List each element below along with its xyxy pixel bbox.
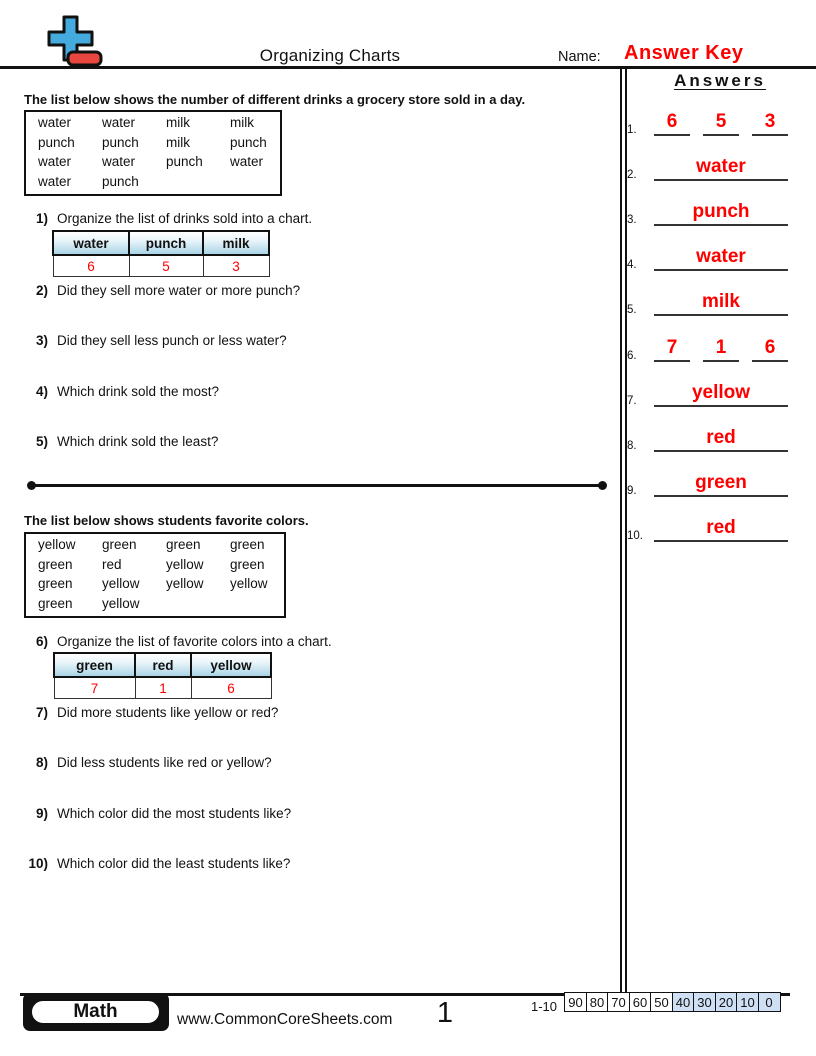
answer-blank [654, 518, 788, 542]
answer-row-3 [627, 192, 788, 226]
chart-value-row [54, 677, 271, 699]
answer-number: 3. [627, 214, 637, 226]
chart-value-cell: 1 [135, 677, 191, 699]
list-row [38, 113, 276, 133]
list-item: milk [166, 115, 190, 130]
score-cell: 80 [586, 992, 609, 1012]
answers-heading: Answers [674, 71, 766, 90]
list-item: green [38, 576, 73, 591]
list-row [38, 555, 280, 575]
section-divider [31, 484, 603, 487]
answer-blank [654, 202, 788, 226]
name-label: Name: [558, 49, 601, 65]
answer-number: 8. [627, 440, 637, 452]
question-number: 5) [35, 434, 48, 449]
question-text: Did more students like yellow or red? [57, 705, 279, 720]
score-cell: 20 [715, 992, 738, 1012]
website-url: www.CommonCoreSheets.com [177, 1011, 393, 1028]
question-number: 10) [28, 856, 48, 871]
drinks-list-box [24, 110, 282, 196]
chart-value-cell: 3 [203, 255, 269, 277]
list-item: green [166, 537, 201, 552]
chart-header-cell: punch [129, 231, 203, 255]
chart-value-row [53, 255, 269, 277]
list-row [38, 152, 276, 172]
answer-row-4 [627, 237, 788, 271]
answer-number: 7. [627, 395, 637, 407]
score-cell: 60 [629, 992, 652, 1012]
list-item: water [38, 154, 72, 169]
question-9 [24, 806, 291, 821]
question-number: 2) [35, 283, 48, 298]
answer-value: punch [692, 201, 750, 222]
answer-value: water [696, 156, 746, 177]
question-text: Did less students like red or yellow? [57, 755, 272, 770]
question-text: Organize the list of drinks sold into a chart. [57, 211, 313, 226]
answer-number: 9. [627, 485, 637, 497]
list-item: yellow [38, 537, 76, 552]
column-separator [620, 69, 627, 993]
answer-number: 2. [627, 169, 637, 181]
question-3 [24, 333, 287, 348]
list-item: water [230, 154, 264, 169]
answer-row-10 [627, 508, 788, 542]
answer-row-6 [627, 328, 788, 362]
question-number: 1) [35, 211, 48, 226]
question-number: 6) [35, 634, 48, 649]
list-item: green [38, 595, 73, 611]
list-item: punch [102, 134, 139, 150]
page-title: Organizing Charts [259, 46, 401, 65]
question-number: 3) [35, 333, 48, 348]
score-cell: 40 [672, 992, 695, 1012]
question-number: 4) [35, 384, 48, 399]
question-number: 8) [35, 755, 48, 770]
score-cell: 0 [758, 992, 781, 1012]
list-item: punch [38, 134, 75, 150]
answer-number: 5. [627, 304, 637, 316]
drinks-chart [52, 230, 270, 277]
list-row [38, 133, 276, 153]
answer-blank [654, 112, 690, 136]
answer-number: 4. [627, 259, 637, 271]
score-cell: 50 [650, 992, 673, 1012]
list-item: green [38, 556, 73, 572]
list-item: water [38, 173, 72, 189]
answer-value: milk [701, 291, 741, 312]
answer-value: red [706, 427, 736, 448]
list-item: green [102, 537, 137, 552]
answer-row-5 [627, 282, 788, 316]
question-6 [24, 634, 332, 649]
list-item: yellow [166, 576, 204, 591]
answer-key-text: Answer Key [624, 42, 744, 64]
colors-chart [53, 652, 272, 699]
chart-header-row [54, 653, 271, 677]
answer-row-7 [627, 373, 788, 407]
answer-blanks [654, 112, 788, 136]
colors-list-box [24, 532, 286, 618]
question-7 [24, 705, 278, 720]
chart-value-cell: 6 [191, 677, 271, 699]
answer-value: 6 [764, 337, 776, 358]
answer-value: water [696, 246, 746, 267]
list-item: milk [230, 115, 254, 130]
question-text: Did they sell less punch or less water? [57, 333, 287, 348]
divider-dot [598, 481, 607, 490]
chart-header-cell: green [54, 653, 135, 677]
chart-value-cell: 5 [129, 255, 203, 277]
question-text: Which drink sold the least? [57, 434, 219, 449]
score-cell: 30 [693, 992, 716, 1012]
list-row [38, 574, 280, 594]
answer-blank [654, 428, 788, 452]
list-row [38, 594, 280, 614]
page-number: 1 [436, 997, 454, 1029]
list-item: punch [166, 154, 203, 169]
answer-blank [654, 338, 690, 362]
answer-value: green [695, 472, 747, 493]
answer-blank [654, 383, 788, 407]
answer-value: 7 [666, 337, 678, 358]
question-text: Did they sell more water or more punch? [57, 283, 301, 298]
list-item: red [102, 556, 122, 572]
list-item: water [102, 154, 136, 169]
list-item: punch [102, 173, 139, 189]
answer-blank [703, 338, 739, 362]
chart-header-cell: yellow [191, 653, 271, 677]
question-4 [24, 384, 219, 399]
chart-header-cell: red [135, 653, 191, 677]
answer-blank [654, 157, 788, 181]
chart-value-cell: 7 [54, 677, 135, 699]
chart-header-row [53, 231, 269, 255]
question-number: 7) [35, 705, 48, 720]
list-item: green [230, 537, 265, 552]
list-row [38, 535, 280, 555]
subject-label: Math [29, 998, 162, 1026]
score-range-label: 1-10 [531, 999, 558, 1014]
list-item: green [230, 556, 265, 572]
question-text: Which color did the most students like? [57, 806, 292, 821]
answer-value: 3 [764, 111, 776, 132]
list-item: milk [166, 134, 190, 150]
answer-blanks [654, 338, 788, 362]
list-row [38, 172, 276, 192]
subject-badge [23, 993, 169, 1031]
answer-row-8 [627, 418, 788, 452]
question-text: Which color did the least students like? [57, 856, 291, 871]
answer-blank [654, 247, 788, 271]
header-rule [0, 66, 816, 69]
score-cell: 10 [736, 992, 759, 1012]
chart-value-cell: 6 [53, 255, 129, 277]
answer-number: 6. [627, 350, 637, 362]
question-text: Which drink sold the most? [57, 384, 220, 399]
answer-blank [752, 338, 788, 362]
score-cell: 70 [607, 992, 630, 1012]
list-item: yellow [102, 595, 140, 611]
question-number: 9) [35, 806, 48, 821]
question-text: Organize the list of favorite colors into a chart. [57, 634, 332, 649]
list-item: yellow [102, 576, 140, 591]
score-table [564, 992, 781, 1012]
answer-value: red [706, 517, 736, 538]
score-cell: 90 [564, 992, 587, 1012]
answer-blank [752, 112, 788, 136]
answer-value: 6 [666, 111, 678, 132]
answer-value: 5 [715, 111, 727, 132]
answer-row-2 [627, 147, 788, 181]
section1-intro: The list below shows the number of different drinks a grocery store sold in a day. [24, 92, 526, 107]
list-item: punch [230, 134, 267, 150]
answer-number: 10. [627, 530, 643, 542]
question-10 [24, 856, 290, 871]
answer-blank [703, 112, 739, 136]
chart-header-cell: water [53, 231, 129, 255]
question-2 [24, 283, 300, 298]
answer-value: yellow [691, 382, 751, 403]
answer-value: 1 [715, 337, 727, 358]
list-item: yellow [230, 576, 268, 591]
question-5 [24, 434, 218, 449]
answer-row-1 [627, 102, 788, 136]
chart-header-cell: milk [203, 231, 269, 255]
answer-row-9 [627, 463, 788, 497]
question-1 [24, 211, 312, 226]
question-8 [24, 755, 272, 770]
section2-intro: The list below shows students favorite colors. [24, 513, 309, 528]
divider-dot [27, 481, 36, 490]
answer-blank [654, 473, 788, 497]
list-item: yellow [166, 556, 204, 572]
answer-number: 1. [627, 124, 637, 136]
list-item: water [38, 115, 72, 130]
answer-blank [654, 292, 788, 316]
list-item: water [102, 115, 136, 130]
